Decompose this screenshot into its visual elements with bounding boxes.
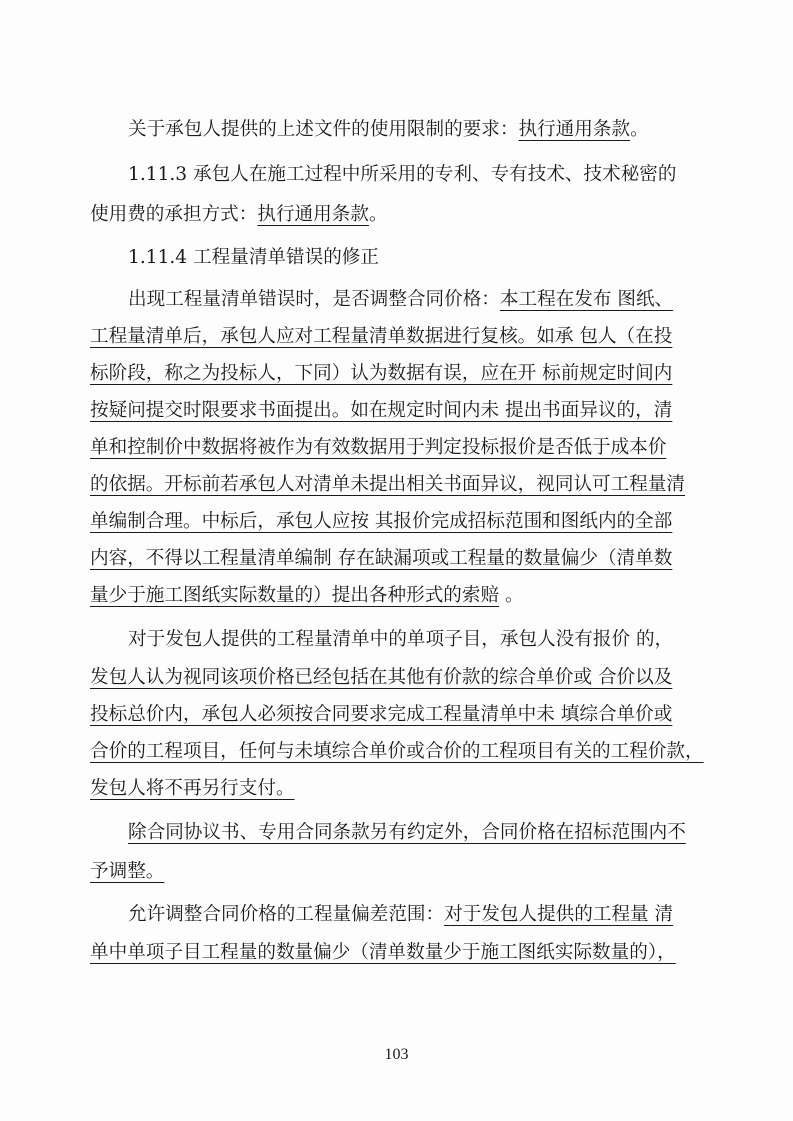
text-line: 按疑问提交时限要求书面提出。如在规定时间内未 提出书面异议的，清 [90,400,673,421]
text-line: 关于承包人提供的上述文件的使用限制的要求：执行通用条款。 [128,119,649,140]
clause-1-11-4-heading: 1.11.4 工程量清单错误的修正 [128,247,379,268]
text-line: 除合同协议书、专用合同条款另有约定外，合同价格在招标范围内不 [128,822,686,843]
text-line: 合价的工程项目，任何与未填综合单价或合价的工程项目有关的工程价款， [90,741,704,762]
text-line: 的依据。开标前若承包人对清单未提出相关书面异议，视同认可工程量清 [90,474,686,495]
text-line: 单编制合理。中标后，承包人应按 其报价完成招标范围和图纸内的全部 [90,511,673,532]
text-line: 使用费的承担方式：执行通用条款。 [90,204,388,225]
text-line: 予调整。 [90,861,165,882]
text-line: 发包人将不再另行支付。 [90,778,295,799]
text-line: 标阶段，称之为投标人，下同）认为数据有误，应在开 标前规定时间内 [90,363,673,384]
clause-1-11-3: 1.11.3 承包人在施工过程中所采用的专利、专有技术、技术秘密的 [128,164,677,185]
page-number: 103 [384,1046,409,1063]
text-line: 投标总价内，承包人必须按合同要求完成工程量清单中未 填综合单价或 [90,704,673,725]
text-line: 量少于施工图纸实际数量的）提出各种形式的索赔 。 [90,585,524,606]
text-line: 对于发包人提供的工程量清单中的单项子目，承包人没有报价 的， [128,629,674,650]
text-line: 出现工程量清单错误时，是否调整合同价格：本工程在发布 图纸、 [128,289,674,310]
text-line: 允许调整合同价格的工程量偏差范围：对于发包人提供的工程量 清 [128,904,674,925]
text-line: 单和控制价中数据将被作为有效数据用于判定投标报价是否低于成本价 [90,437,667,458]
text-line: 工程量清单后，承包人应对工程量清单数据进行复核。如承 包人（在投 [90,326,673,347]
text-line: 单中单项子目工程量的数量偏少（清单数量少于施工图纸实际数量的）， [90,942,676,963]
text-line: 内容，不得以工程量清单编制 存在缺漏项或工程量的数量偏少（清单数 [90,548,673,569]
text-line: 发包人认为视同该项价格已经包括在其他有价款的综合单价或 合价以及 [90,667,673,688]
